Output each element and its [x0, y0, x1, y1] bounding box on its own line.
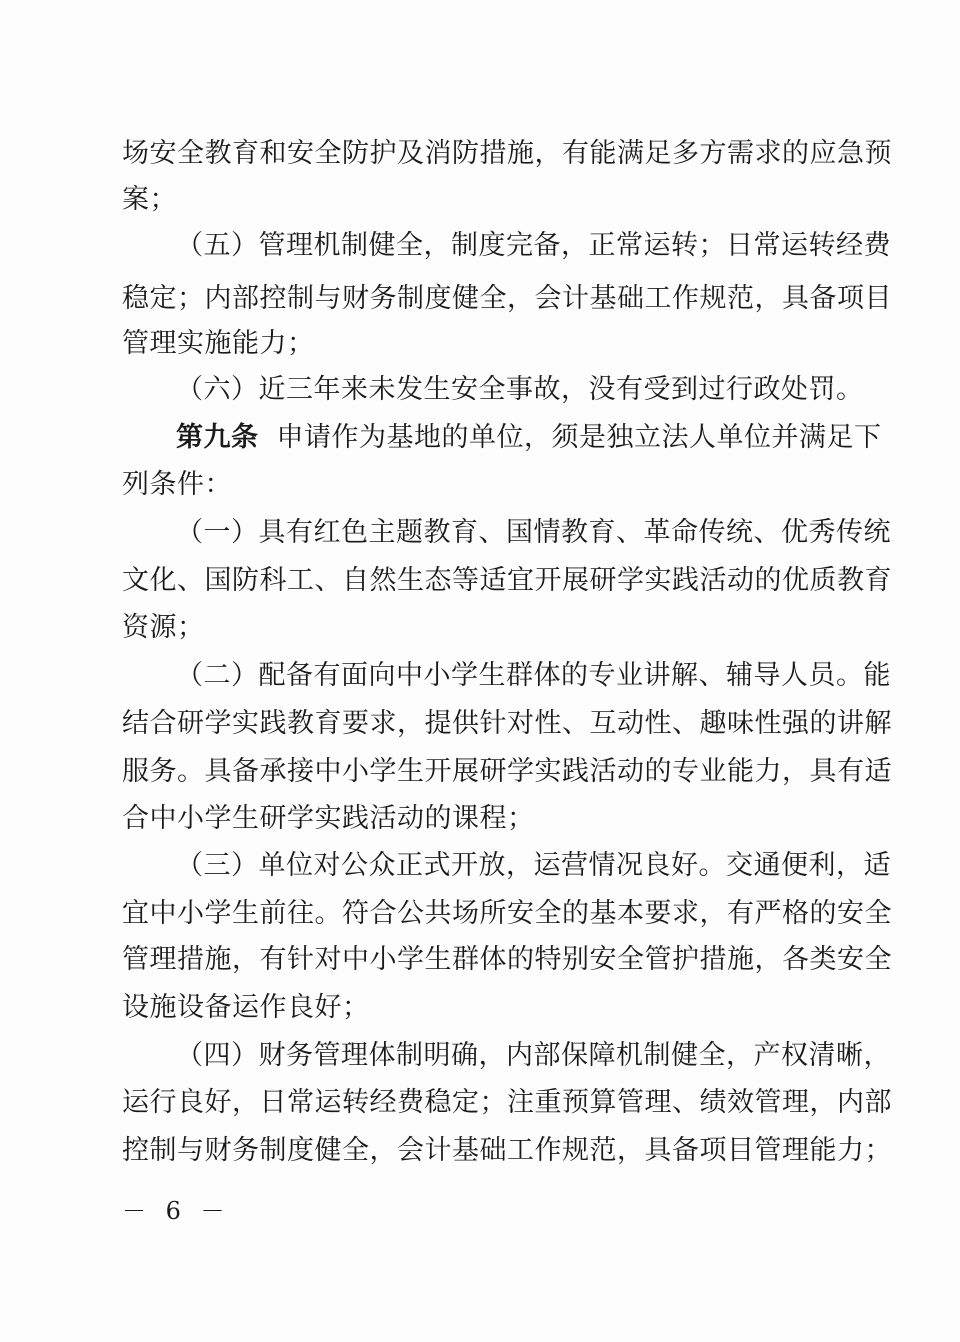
text-line: 案； [122, 184, 177, 215]
text-line: 稳定；内部控制与财务制度健全，会计基础工作规范，具备项目 [122, 283, 892, 314]
text-line: 结合研学实践教育要求，提供针对性、互动性、趣味性强的讲解 [122, 708, 892, 739]
article-nine-heading-line [176, 420, 882, 456]
text-line: （二）配备有面向中小学生群体的专业讲解、辅导人员。能 [176, 660, 891, 691]
text-line: 宜中小学生前往。符合公共场所安全的基本要求，有严格的安全 [122, 898, 892, 929]
text-line: 运行良好，日常运转经费稳定；注重预算管理、绩效管理，内部 [122, 1087, 892, 1118]
article-label: 第九条 [176, 422, 259, 453]
text-line: 场安全教育和安全防护及消防措施，有能满足多方需求的应急预 [122, 138, 892, 169]
text-line: 管理措施，有针对中小学生群体的特别安全管护措施，各类安全 [122, 944, 892, 975]
text-line: （三）单位对公众正式开放，运营情况良好。交通便利，适 [176, 850, 891, 881]
text-line: 合中小学生研学实践活动的课程； [122, 803, 535, 834]
page-number: － 6 － [122, 1197, 231, 1225]
text-line: 管理实施能力； [122, 328, 315, 359]
text-line: （六）近三年来未发生安全事故，没有受到过行政处罚。 [176, 374, 864, 405]
text-line: 设施设备运作良好； [122, 992, 370, 1023]
article-text: 申请作为基地的单位，须是独立法人单位并满足下 [276, 422, 882, 453]
text-line: （一）具有红色主题教育、国情教育、革命传统、优秀传统 [176, 517, 891, 548]
text-line: 列条件： [122, 469, 232, 500]
text-line: 服务。具备承接中小学生开展研学实践活动的专业能力，具有适 [122, 756, 892, 787]
text-line: 文化、国防科工、自然生态等适宜开展研学实践活动的优质教育 [122, 565, 892, 596]
text-line: （四）财务管理体制明确，内部保障机制健全，产权清晰， [176, 1040, 891, 1071]
text-line: （五）管理机制健全，制度完备，正常运转；日常运转经费 [176, 230, 891, 261]
text-line: 控制与财务制度健全，会计基础工作规范，具备项目管理能力； [122, 1135, 892, 1166]
text-line: 资源； [122, 612, 205, 643]
